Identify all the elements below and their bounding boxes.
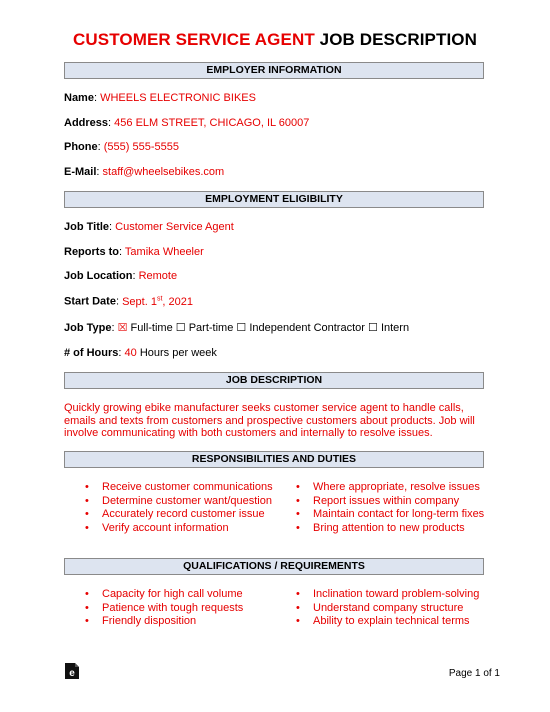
employer-email-label: E-Mail xyxy=(64,166,97,178)
title-black: JOB DESCRIPTION xyxy=(319,30,477,49)
list-item: • Bring attention to new products xyxy=(296,522,484,536)
svg-text:e: e xyxy=(69,668,75,679)
employer-email-field: E-Mail: staff@wheelsebikes.com xyxy=(64,166,225,178)
part-time-label: Part-time xyxy=(188,322,234,334)
eligibility-section-heading: EMPLOYMENT ELIGIBILITY xyxy=(64,191,484,208)
employer-section-heading: EMPLOYER INFORMATION xyxy=(64,62,484,79)
independent-contractor-label: Independent Contractor xyxy=(249,322,365,334)
employer-phone-field: Phone: (555) 555-5555 xyxy=(64,141,179,153)
list-item: • Maintain contact for long-term fixes xyxy=(296,508,484,522)
start-date-value xyxy=(122,296,193,308)
document-title xyxy=(0,30,550,50)
list-item: • Verify account information xyxy=(85,522,273,536)
hours-label: # of Hours xyxy=(64,347,119,359)
hours-suffix: Hours per week xyxy=(139,347,217,359)
employer-address-field: Address: 456 ELM STREET, CHICAGO, IL 60007 xyxy=(64,117,310,129)
intern-label: Intern xyxy=(380,322,410,334)
job-type-field: Job Type: ☒ Full-time ☐ Part-time ☐ Independent Contractor ☐ Intern xyxy=(64,322,410,334)
job-title-field: Job Title: Customer Service Agent xyxy=(64,221,234,233)
responsibilities-heading: RESPONSIBILITIES AND DUTIES xyxy=(64,451,484,468)
employer-address-label: Address xyxy=(64,117,109,129)
job-location-field: Job Location: Remote xyxy=(64,270,178,282)
start-date-label: Start Date xyxy=(64,295,116,308)
full-time-checkbox[interactable]: ☒ xyxy=(117,322,128,334)
title-red: CUSTOMER SERVICE AGENT xyxy=(73,30,315,49)
start-date-prefix: Sept. 1 xyxy=(122,295,157,308)
employer-name-field: Name: WHEELS ELECTRONIC BIKES xyxy=(64,92,256,104)
responsibilities-left-list xyxy=(85,481,273,535)
list-item: • Report issues within company xyxy=(296,495,484,509)
full-time-label: Full-time xyxy=(130,322,173,334)
list-item: • Accurately record customer issue xyxy=(85,508,273,522)
job-description-heading: JOB DESCRIPTION xyxy=(64,372,484,389)
qualifications-heading: QUALIFICATIONS / REQUIREMENTS xyxy=(64,558,484,575)
part-time-checkbox[interactable]: ☐ xyxy=(175,322,186,334)
employer-phone-label: Phone xyxy=(64,141,98,153)
employer-address-value: 456 ELM STREET, CHICAGO, IL 60007 xyxy=(114,117,310,129)
list-item: • Understand company structure xyxy=(296,602,479,616)
list-item: • Friendly disposition xyxy=(85,615,243,629)
reports-to-field: Reports to: Tamika Wheeler xyxy=(64,246,204,258)
reports-to-value: Tamika Wheeler xyxy=(124,246,204,258)
hours-field: # of Hours: 40 Hours per week xyxy=(64,347,217,359)
list-item: • Receive customer communications xyxy=(85,481,273,495)
list-item: • Determine customer want/question xyxy=(85,495,273,509)
list-item: • Inclination toward problem-solving xyxy=(296,588,479,602)
list-item: • Where appropriate, resolve issues xyxy=(296,481,484,495)
list-item: • Ability to explain technical terms xyxy=(296,615,479,629)
list-item: • Capacity for high call volume xyxy=(85,588,243,602)
page-number: Page 1 of 1 xyxy=(448,668,500,679)
hours-value: 40 xyxy=(124,347,137,359)
start-date-sup: st xyxy=(156,295,163,302)
responsibilities-right-list xyxy=(296,481,484,535)
job-title-label: Job Title xyxy=(64,221,110,233)
intern-checkbox[interactable]: ☐ xyxy=(368,322,378,334)
qualifications-right-list xyxy=(296,588,479,629)
employer-phone-value: (555) 555-5555 xyxy=(103,141,179,153)
start-date-suffix: , 2021 xyxy=(162,295,193,308)
list-item: • Patience with tough requests xyxy=(85,602,243,616)
qualifications-left-list xyxy=(85,588,243,629)
employer-email-value: staff@wheelsebikes.com xyxy=(102,166,225,178)
employer-name-value: WHEELS ELECTRONIC BIKES xyxy=(100,92,256,104)
job-location-label: Job Location xyxy=(64,270,133,282)
job-location-value: Remote xyxy=(138,270,178,282)
job-title-value: Customer Service Agent xyxy=(115,221,234,233)
reports-to-label: Reports to xyxy=(64,246,119,258)
job-description-text: Quickly growing ebike manufacturer seeks customer service agent to handle calls, emails and texts from customers and prospective customers about products. Job will involve communicating with both customers and internally to resolve issues. xyxy=(64,402,475,439)
independent-contractor-checkbox[interactable]: ☐ xyxy=(236,322,247,334)
job-type-label: Job Type xyxy=(64,322,112,334)
eforms-logo-icon xyxy=(64,662,80,680)
employer-name-label: Name xyxy=(64,92,94,104)
start-date-field: Start Date: Sept. 1st, 2021 xyxy=(64,295,193,308)
